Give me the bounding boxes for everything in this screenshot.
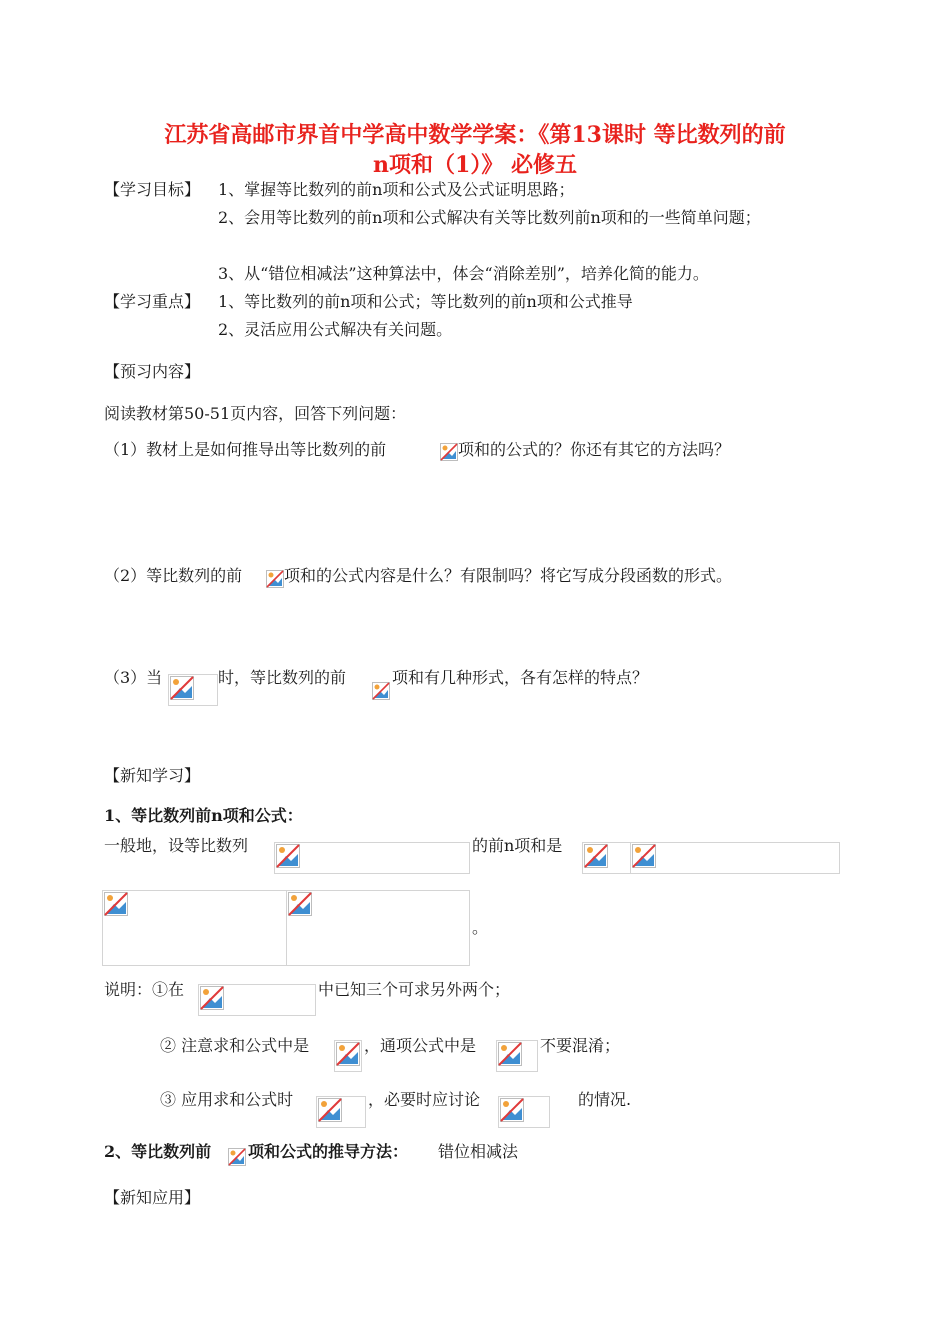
note-2-part-c: 不要混淆； (540, 1036, 621, 1055)
formula-end-period: 。 (472, 918, 489, 937)
doc-title-line1: 江苏省高邮市界首中学高中数学学案：《第13课时 等比数列的前 (164, 122, 786, 148)
note-2-part-a: ② 注意求和公式中是 (160, 1036, 310, 1055)
key-points-label: 【学习重点】 (104, 292, 201, 311)
section-2-method: 错位相减法 (438, 1142, 519, 1161)
objective-item-2: 2、会用等比数列的前n项和公式解决有关等比数列前n项和的一些简单问题； (218, 208, 761, 227)
objective-item-1: 1、掌握等比数列的前n项和公式及公式证明思路； (218, 180, 575, 199)
image-placeholder (168, 674, 218, 706)
section-1-heading: 1、等比数列前n项和公式： (104, 806, 303, 825)
image-placeholder (582, 842, 632, 874)
note-2-part-b: ，通项公式中是 (364, 1036, 477, 1055)
key-point-item-2: 2、灵活应用公式解决有关问题。 (218, 320, 453, 339)
note-3-part-c: 的情况. (578, 1090, 632, 1109)
question-1-part-b: 项和的公式的？你还有其它的方法吗？ (458, 440, 731, 459)
question-2-part-b: 项和的公式内容是什么？有限制吗？将它写成分段函数的形式。 (284, 566, 733, 585)
question-3-part-a: （3）当 (104, 668, 163, 687)
key-point-item-1: 1、等比数列的前n项和公式；等比数列的前n项和公式推导 (218, 292, 633, 311)
question-3-part-c: 项和有几种形式，各有怎样的特点？ (392, 668, 649, 687)
section-2-heading-part-b: 项和公式的推导方法： (248, 1142, 409, 1161)
note-1-part-a: 说明：①在 (104, 980, 185, 999)
image-placeholder (498, 1096, 550, 1128)
note-3-part-a: ③ 应用求和公式时 (160, 1090, 294, 1109)
image-placeholder (274, 842, 470, 874)
broken-image-icon (440, 443, 458, 461)
image-placeholder (286, 890, 470, 966)
question-2-part-a: （2）等比数列的前 (104, 566, 243, 585)
new-knowledge-label: 【新知学习】 (104, 766, 201, 785)
image-placeholder (316, 1096, 366, 1128)
image-placeholder (496, 1040, 538, 1072)
question-1-part-a: （1）教材上是如何推导出等比数列的前 (104, 440, 387, 459)
broken-image-icon (372, 682, 390, 700)
application-label: 【新知应用】 (104, 1188, 201, 1207)
section-2-heading-part-a: 2、等比数列前 (104, 1142, 212, 1161)
note-3-part-b: ，必要时应讨论 (368, 1090, 481, 1109)
image-placeholder (630, 842, 840, 874)
doc-title-line2: n项和（1）》 必修五 (373, 152, 577, 178)
image-placeholder (198, 984, 316, 1016)
preview-label: 【预习内容】 (104, 362, 201, 381)
question-3-part-b: 时，等比数列的前 (218, 668, 347, 687)
image-placeholder (334, 1040, 362, 1072)
objectives-label: 【学习目标】 (104, 180, 201, 199)
note-1-part-b: 中已知三个可求另外两个； (318, 980, 511, 999)
paragraph-1-part-a: 一般地，设等比数列 (104, 836, 249, 855)
image-placeholder (102, 890, 288, 966)
broken-image-icon (266, 570, 284, 588)
broken-image-icon (228, 1148, 246, 1166)
objective-item-3: 3、从“错位相减法”这种算法中，体会“消除差别”，培养化简的能力。 (218, 264, 709, 283)
preview-intro: 阅读教材第50-51页内容，回答下列问题： (104, 404, 407, 423)
paragraph-1-part-b: 的前n项和是 (472, 836, 563, 855)
